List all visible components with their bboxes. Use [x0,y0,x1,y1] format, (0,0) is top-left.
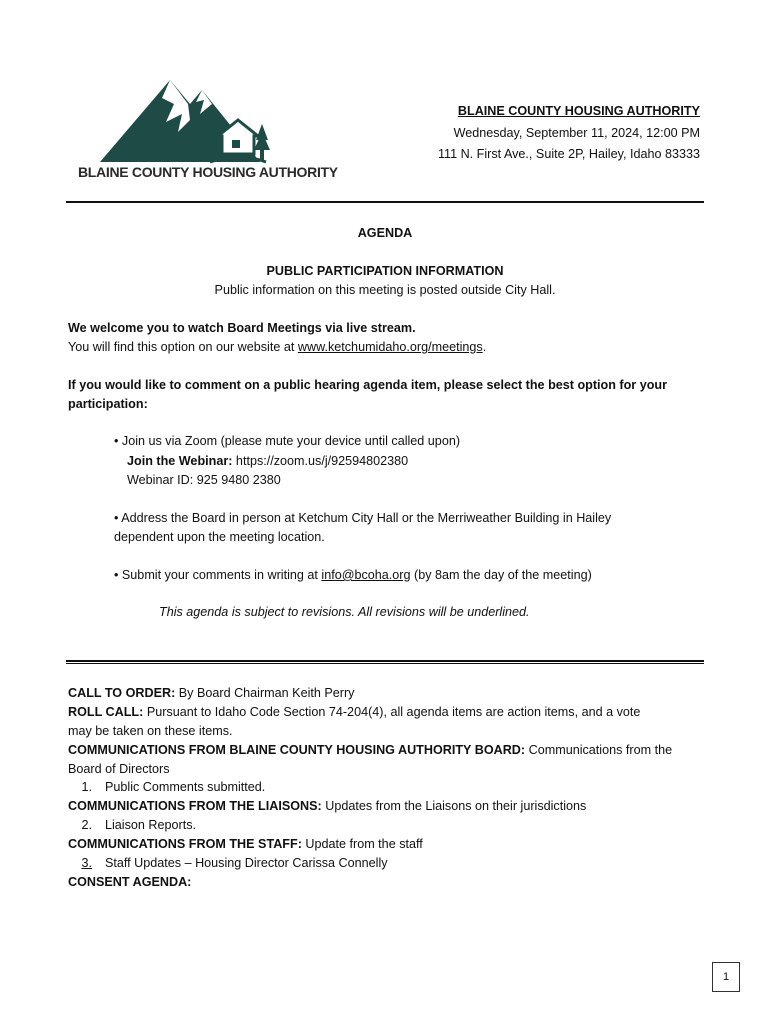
meeting-date: Wednesday, September 11, 2024, 12:00 PM [453,126,700,140]
call-to-order-label: CALL TO ORDER: [68,686,176,700]
webinar-url[interactable]: https://zoom.us/j/92594802380 [232,454,409,468]
board-communications-text: Communications from the [525,743,673,757]
header-divider [66,201,704,203]
live-stream-suffix: . [482,340,487,354]
writing-prefix: • Submit your comments in writing at [114,568,322,582]
board-communications [68,743,672,757]
board-communications-cont: Board of Directors [68,762,170,776]
comment-instructions-line1: If you would like to comment on a public hearing agenda item, please select the best option for your [68,378,667,392]
staff-communications-label: COMMUNICATIONS FROM THE STAFF: [68,837,302,851]
roll-call-text: Pursuant to Idaho Code Section 74-204(4), all agenda items are action items, and a vote [143,705,641,719]
meeting-address: 111 N. First Ave., Suite 2P, Hailey, Idaho 83333 [437,147,700,161]
liaison-communications-label: COMMUNICATIONS FROM THE LIAISONS: [68,799,322,813]
agenda-item-2-text: Liaison Reports. [105,818,197,832]
revision-note: This agenda is subject to revisions. All revisions will be underlined. [159,605,530,619]
public-participation-heading: PUBLIC PARTICIPATION INFORMATION [266,264,504,278]
webinar-line [127,454,408,468]
agenda-item-1 [68,780,265,794]
writing-option [114,568,592,582]
consent-agenda-label: CONSENT AGENDA: [68,875,192,889]
live-stream-prefix: You will find this option on our website at [68,340,298,354]
agenda-item-1-text: Public Comments submitted. [105,780,266,794]
meetings-link[interactable]: www.ketchumidaho.org/meetings [297,340,483,354]
org-name: BLAINE COUNTY HOUSING AUTHORITY [457,104,700,118]
webinar-id: Webinar ID: 925 9480 2380 [127,473,281,487]
writing-suffix: (by 8am the day of the meeting) [410,568,592,582]
public-participation-text: Public information on this meeting is posted outside City Hall. [214,283,556,297]
page-number: 1 [712,962,740,992]
liaison-communications-text: Updates from the Liaisons on their jurisdictions [321,799,587,813]
call-to-order [68,686,354,700]
roll-call [68,705,640,719]
staff-communications [68,837,423,851]
liaison-communications [68,799,586,813]
email-link[interactable]: info@bcoha.org [321,568,411,582]
agenda-item-1-number: 1. [81,780,92,794]
agenda-item-2 [68,818,196,832]
call-to-order-text: By Board Chairman Keith Perry [175,686,355,700]
live-stream-text [68,340,486,354]
webinar-label: Join the Webinar: [127,454,233,468]
live-stream-heading: We welcome you to watch Board Meetings via live stream. [68,321,416,335]
in-person-option-line1: • Address the Board in person at Ketchum City Hall or the Merriweather Building in Hailey [114,511,612,525]
agenda-item-3-text: Staff Updates – Housing Director Carissa Connelly [105,856,388,870]
board-communications-label: COMMUNICATIONS FROM BLAINE COUNTY HOUSING AUTHORITY BOARD: [68,743,526,757]
roll-call-label: ROLL CALL: [68,705,144,719]
in-person-option-line2: dependent upon the meeting location. [114,530,325,544]
section-divider [66,660,704,664]
agenda-title: AGENDA [357,226,413,240]
zoom-option: • Join us via Zoom (please mute your device until called upon) [114,434,461,448]
roll-call-text-cont: may be taken on these items. [68,724,233,738]
staff-communications-text: Update from the staff [301,837,423,851]
agenda-item-2-number: 2. [81,818,92,832]
logo-text: BLAINE COUNTY HOUSING AUTHORITY [78,164,338,180]
comment-instructions-line2: participation: [68,397,148,411]
agenda-item-3-number: 3. [81,856,92,870]
agenda-item-3 [68,856,388,870]
